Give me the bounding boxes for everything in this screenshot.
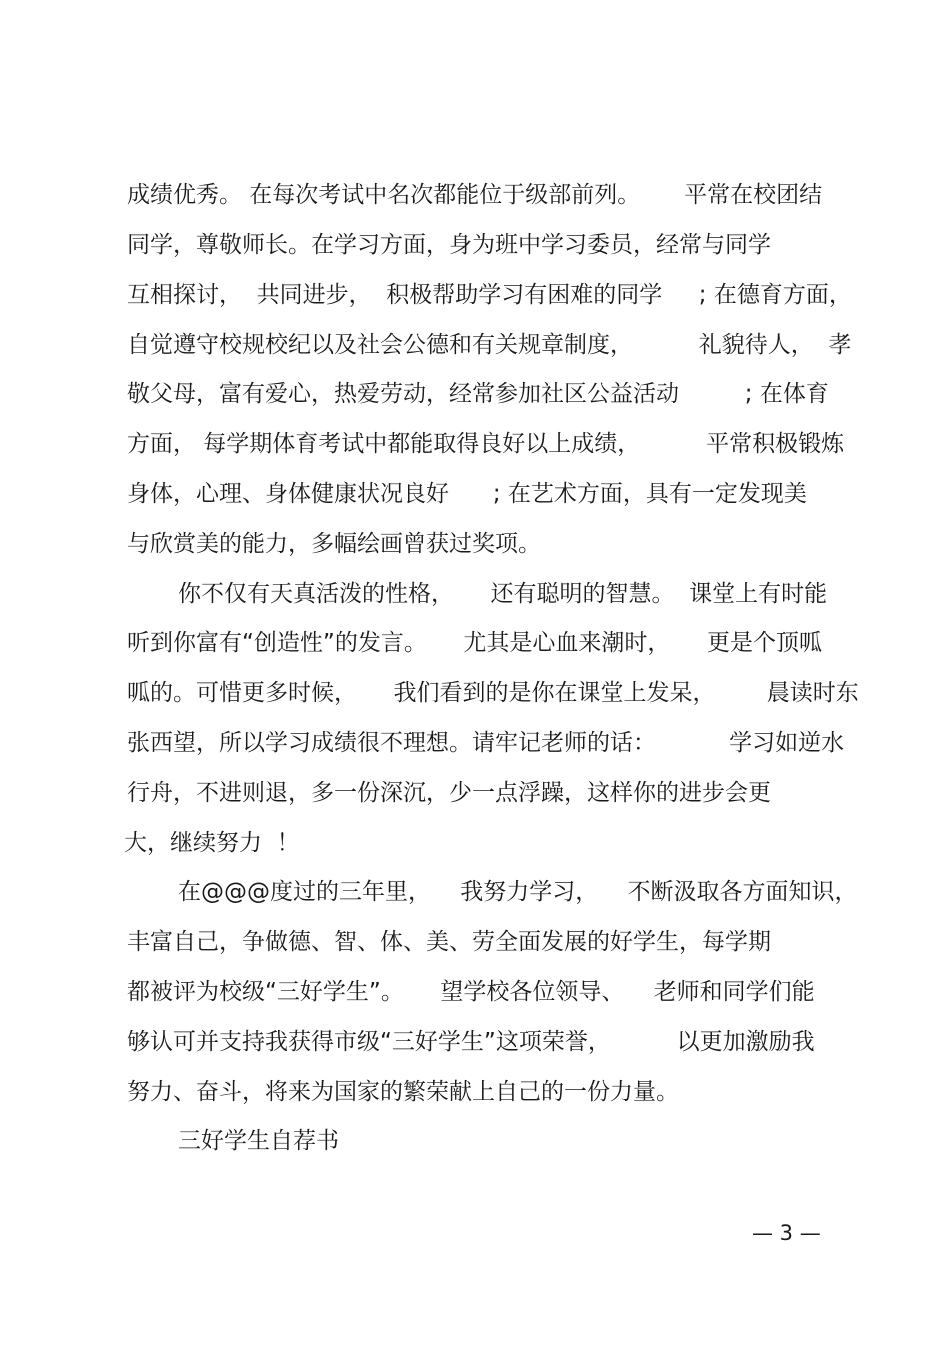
text-line-8: 与欣赏美的能力，多幅绘画曾获过奖项。 xyxy=(127,531,541,557)
text-line-12: 张西望，所以学习成绩很不理想。请牢记老师的话： 学习如逆水 xyxy=(127,730,845,756)
text-line-17: 都被评为校级“三好学生”。 望学校各位领导、 老师和同学们能 xyxy=(127,979,815,1005)
text-line-16: 丰富自己，争做德、智、体、美、劳全面发展的好学生，每学期 xyxy=(127,929,771,955)
page-number: — 3 — xyxy=(752,1221,821,1245)
text-line-13: 行舟，不进则退，多一份深沉，少一点浮躁，这样你的进步会更 xyxy=(127,780,771,806)
text-line-6: 方面， 每学期体育考试中都能取得良好以上成绩， 平常积极锻炼 xyxy=(127,431,845,457)
text-line-10: 听到你富有“创造性”的发言。 尤其是心血来潮时， 更是个顶呱 xyxy=(127,630,822,656)
text-line-19: 努力、奋斗，将来为国家的繁荣献上自己的一份力量。 xyxy=(127,1079,679,1105)
text-line-14: 大，继续努力 ！ xyxy=(124,830,300,856)
document-title-line: 三好学生自荐书 xyxy=(178,1128,339,1154)
text-line-2: 同学，尊敬师长。在学习方面，身为班中学习委员，经常与同学 xyxy=(127,232,771,258)
text-line-11: 呱的。可惜更多时候， 我们看到的是你在课堂上发呆， 晨读时东 xyxy=(127,680,859,706)
text-line-9: 你不仅有天真活泼的性格， 还有聪明的智慧。 课堂上有时能 xyxy=(178,581,828,607)
text-line-4: 自觉遵守校规校纪以及社会公德和有关规章制度， 礼貌待人， 孝 xyxy=(127,332,852,358)
text-line-1: 成绩优秀。 在每次考试中名次都能位于级部前列。 平常在校团结 xyxy=(127,182,823,208)
text-line-3: 互相探讨， 共同进步， 积极帮助学习有困难的同学 ; 在德育方面， xyxy=(127,282,852,308)
text-line-15: 在@@@度过的三年里， 我努力学习， 不断汲取各方面知识， xyxy=(178,879,858,905)
text-line-7: 身体，心理、身体健康状况良好 ; 在艺术方面，具有一定发现美 xyxy=(127,481,807,507)
text-line-5: 敬父母，富有爱心，热爱劳动，经常参加社区公益活动 ; 在体育 xyxy=(127,381,829,407)
text-line-18: 够认可并支持我获得市级“三好学生”这项荣誉， 以更加激励我 xyxy=(127,1029,815,1055)
